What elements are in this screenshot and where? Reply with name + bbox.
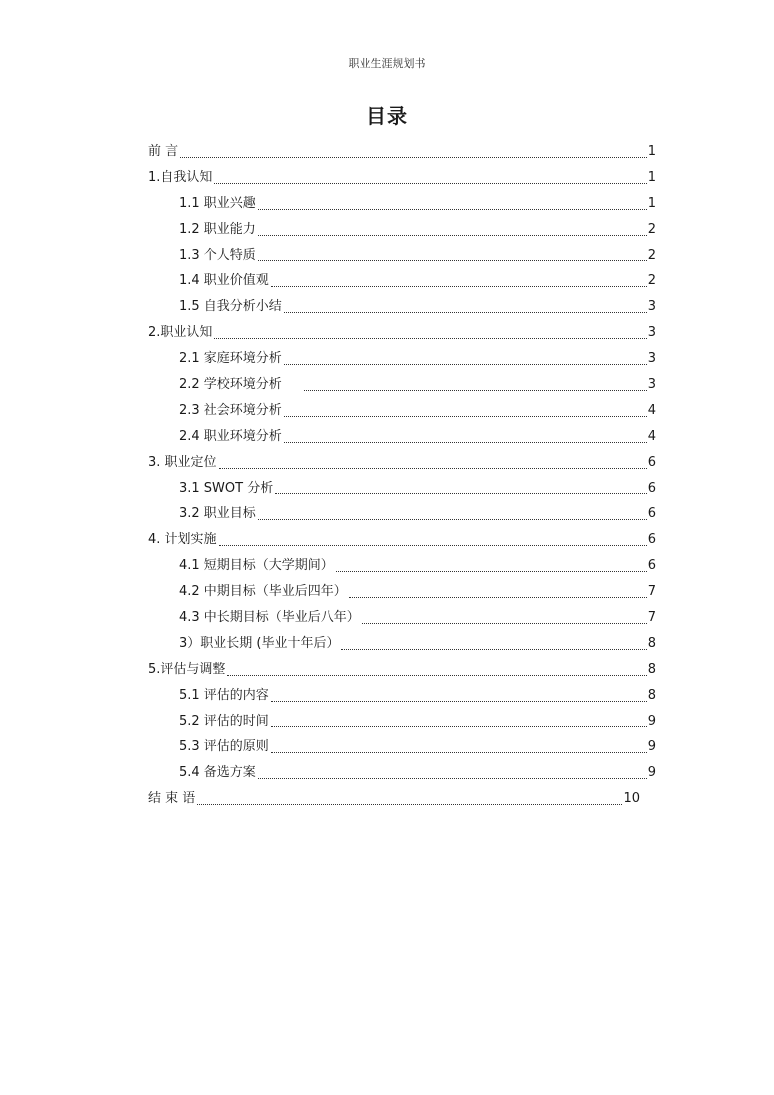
toc-entry-label: 1.1 职业兴趣 (179, 195, 256, 211)
toc-entry-2-4[interactable] (148, 424, 656, 450)
toc-leader-dots (214, 183, 646, 184)
toc-entry-preface[interactable] (148, 139, 656, 165)
toc-entry-label: 4.3 中长期目标（毕业后八年） (179, 610, 360, 626)
toc-entry-1-3[interactable] (148, 243, 656, 269)
toc-entry-label: 2.职业认知 (148, 325, 213, 341)
toc-entry-label: 5.评估与调整 (148, 661, 226, 677)
toc-page-number: 3 (647, 325, 656, 341)
toc-entry-5-2[interactable] (148, 709, 656, 735)
toc-leader-dots (362, 623, 647, 624)
toc-leader-dots (214, 338, 646, 339)
toc-entry-label: 1.5 自我分析小结 (179, 299, 282, 315)
toc-entry-4-2[interactable] (148, 579, 656, 605)
toc-page-number: 3 (647, 299, 656, 315)
toc-leader-dots (258, 235, 647, 236)
toc-page-number: 4 (647, 428, 656, 444)
toc-entry-label: 4.1 短期目标（大学期间） (179, 558, 334, 574)
toc-page-number: 7 (647, 610, 656, 626)
toc-page-number: 3 (647, 351, 656, 367)
toc-entry-label: 2.3 社会环境分析 (179, 402, 282, 418)
toc-leader-dots (275, 493, 647, 494)
toc-leader-dots (197, 804, 622, 805)
toc-entry-5[interactable] (148, 657, 656, 683)
toc-entry-1-4[interactable] (148, 268, 656, 294)
toc-entry-label: 2.2 学校环境分析 (179, 377, 282, 392)
toc-entry-2-1[interactable] (148, 346, 656, 372)
toc-page-number: 10 (623, 791, 640, 807)
toc-entry-label: 结 束 语 (148, 791, 196, 807)
toc-entry-1[interactable] (148, 165, 656, 191)
toc-page-number: 9 (647, 739, 656, 755)
toc-page-number: 3 (647, 377, 656, 392)
toc-entry-label: 3. 职业定位 (148, 454, 217, 470)
toc-leader-dots (284, 364, 647, 365)
toc-page-number: 6 (647, 454, 656, 470)
toc-entry-label: 2.4 职业环境分析 (179, 428, 282, 444)
toc-entry-2[interactable] (148, 320, 656, 346)
toc-page-number: 6 (647, 558, 656, 574)
toc-entry-3[interactable] (148, 450, 656, 476)
toc-page-number: 9 (647, 765, 656, 781)
toc-page-number: 8 (647, 661, 656, 677)
toc-leader-dots (271, 726, 647, 727)
toc-leader-dots (284, 312, 647, 313)
toc-entry-4-1[interactable] (148, 553, 656, 579)
toc-page-number: 2 (647, 221, 656, 237)
toc-page-number: 7 (647, 584, 656, 600)
toc-page-number: 8 (647, 687, 656, 703)
toc-entry-4-3[interactable] (148, 605, 656, 631)
toc-entry-2-3[interactable] (148, 398, 656, 424)
toc-leader-dots (284, 442, 647, 443)
toc-entry-label: 1.自我认知 (148, 169, 213, 185)
toc-entry-4-4[interactable] (148, 631, 656, 657)
toc-entry-label: 1.2 职业能力 (179, 221, 256, 237)
toc-entry-label: 4.2 中期目标（毕业后四年） (179, 584, 347, 600)
running-header: 职业生涯规划书 (348, 57, 426, 70)
toc-entry-5-1[interactable] (148, 683, 656, 709)
toc-leader-dots (271, 286, 647, 287)
toc-entry-2-2[interactable] (148, 372, 656, 398)
toc-entry-label: 5.1 评估的内容 (179, 687, 269, 703)
toc-leader-dots (258, 519, 647, 520)
toc-leader-dots (219, 468, 647, 469)
toc-entry-label: 5.4 备选方案 (179, 765, 256, 781)
toc-entry-conclusion[interactable] (148, 786, 640, 812)
toc-entry-label: 1.4 职业价值观 (179, 273, 269, 289)
toc-leader-dots (304, 390, 647, 391)
toc-leader-dots (271, 752, 647, 753)
toc-entry-label: 5.2 评估的时间 (179, 713, 269, 729)
page-title: 目录 (366, 104, 408, 128)
toc-entry-label: 4. 计划实施 (148, 532, 217, 548)
toc-entry-label: 1.3 个人特质 (179, 247, 256, 263)
toc-leader-dots (219, 545, 647, 546)
toc-page-number: 2 (647, 247, 656, 263)
toc-page-number: 1 (647, 143, 656, 159)
toc-entry-label: 前 言 (148, 143, 179, 159)
toc-page-number: 8 (647, 635, 656, 651)
toc-leader-dots (349, 597, 647, 598)
toc-entry-3-1[interactable] (148, 476, 656, 502)
toc-entry-1-1[interactable] (148, 191, 656, 217)
toc-page-number: 1 (647, 169, 656, 185)
toc-leader-dots (258, 778, 647, 779)
toc-entry-label: 3.2 职业目标 (179, 506, 256, 522)
toc-entry-3-2[interactable] (148, 501, 656, 527)
toc-leader-dots (258, 260, 647, 261)
toc-entry-label: 2.1 家庭环境分析 (179, 351, 282, 367)
toc-leader-dots (336, 571, 647, 572)
toc-page-number: 4 (647, 402, 656, 418)
toc-page-number: 6 (647, 506, 656, 522)
toc-page-number: 6 (647, 532, 656, 548)
table-of-contents (148, 139, 656, 812)
toc-entry-1-2[interactable] (148, 217, 656, 243)
toc-entry-1-5[interactable] (148, 294, 656, 320)
toc-entry-5-3[interactable] (148, 734, 656, 760)
toc-leader-dots (341, 649, 646, 650)
toc-entry-4[interactable] (148, 527, 656, 553)
toc-page-number: 2 (647, 273, 656, 289)
toc-entry-label: 5.3 评估的原则 (179, 739, 269, 755)
toc-page-number: 9 (647, 713, 656, 729)
toc-entry-label: 3.1 SWOT 分析 (179, 480, 274, 496)
toc-leader-dots (227, 675, 646, 676)
toc-page-number: 6 (647, 480, 656, 496)
toc-leader-dots (271, 701, 647, 702)
toc-page-number: 1 (647, 195, 656, 211)
toc-leader-dots (284, 416, 647, 417)
toc-leader-dots (258, 209, 647, 210)
toc-entry-label: 3）职业长期 (毕业十年后） (179, 635, 340, 651)
toc-leader-dots (180, 157, 647, 158)
toc-entry-5-4[interactable] (148, 760, 656, 786)
